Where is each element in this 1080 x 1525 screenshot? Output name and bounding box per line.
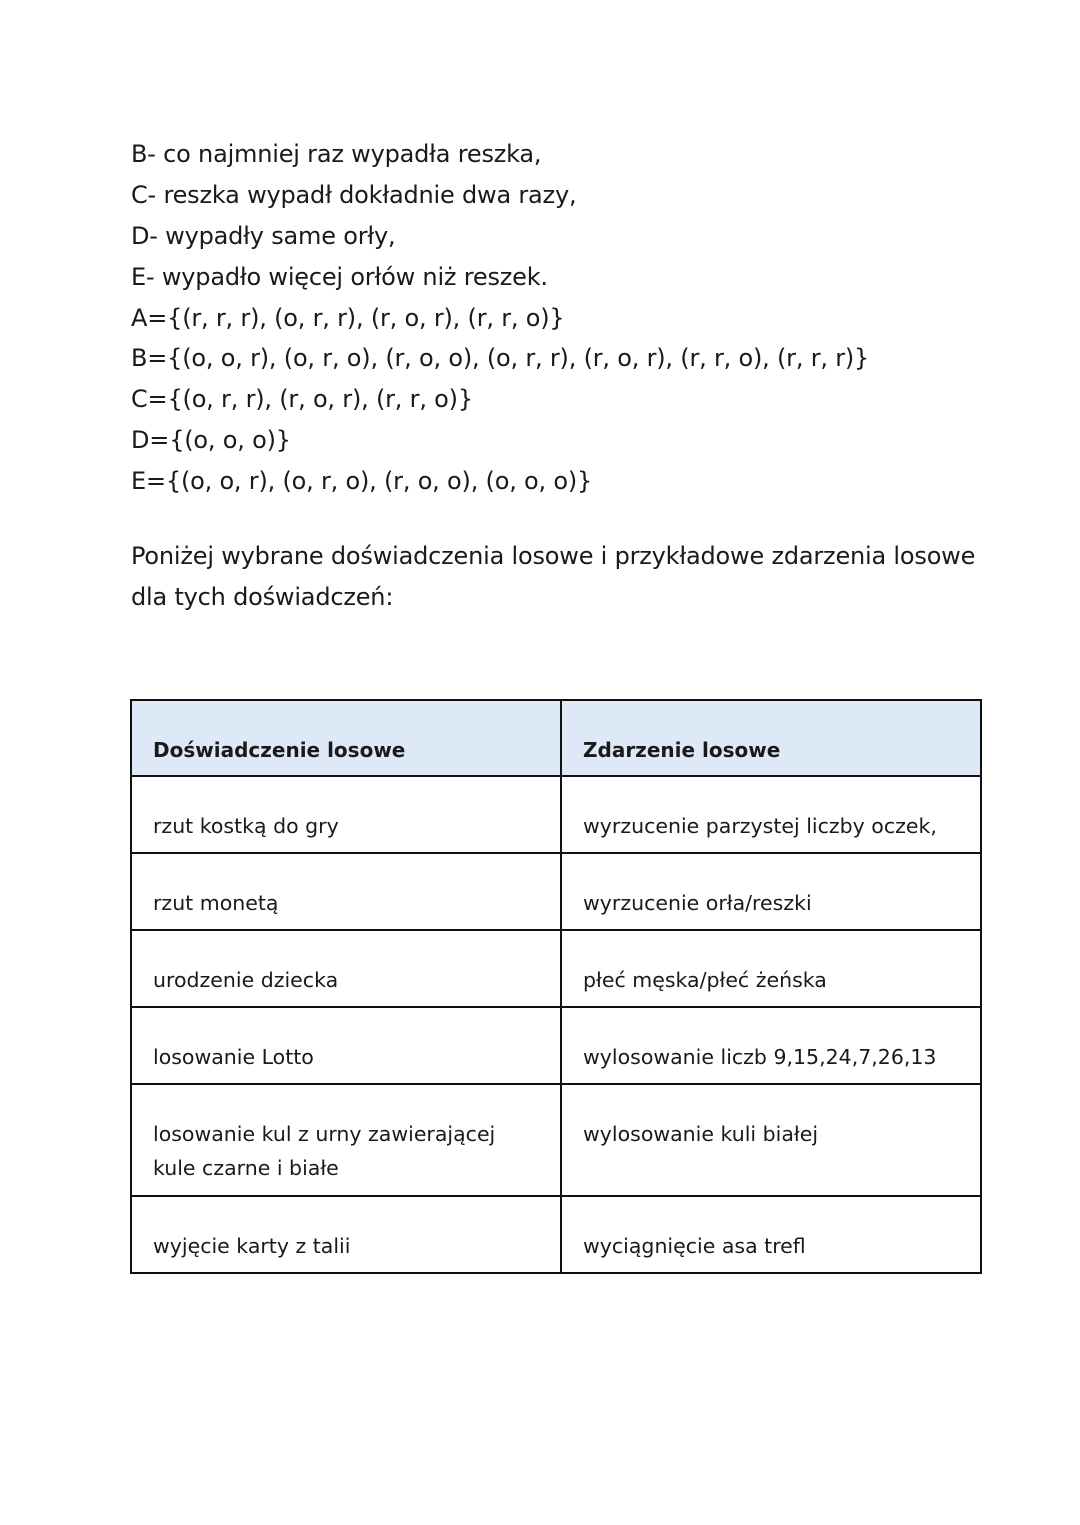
event-cell: wyrzucenie parzystej liczby oczek, <box>561 776 981 853</box>
table-row <box>131 1196 981 1273</box>
event-d-definition: D- wypadły same orły, <box>131 221 396 250</box>
event-cell: wyrzucenie orła/reszki <box>561 853 981 930</box>
set-a: A={(r, r, r), (o, r, r), (r, o, r), (r, r, o)} <box>131 303 565 332</box>
event-definitions <box>131 134 1031 502</box>
table-row <box>131 853 981 930</box>
event-cell: wyciągnięcie asa trefl <box>561 1196 981 1273</box>
table-row <box>131 1007 981 1084</box>
set-d: D={(o, o, o)} <box>131 426 291 455</box>
header-experiment: Doświadczenie losowe <box>131 700 561 776</box>
set-b: B={(o, o, r), (o, r, o), (r, o, o), (o, r, r), (r, o, r), (r, r, o), (r, r, r)} <box>131 344 870 373</box>
intro-paragraph <box>131 536 1011 618</box>
set-c: C={(o, r, r), (r, o, r), (r, r, o)} <box>131 385 473 414</box>
table-row <box>131 1084 981 1196</box>
event-cell: wylosowanie liczb 9,15,24,7,26,13 <box>561 1007 981 1084</box>
experiments-table <box>130 699 982 1274</box>
experiment-cell: rzut kostką do gry <box>131 776 561 853</box>
experiment-cell: wyjęcie karty z talii <box>131 1196 561 1273</box>
experiment-cell: losowanie kul z urny zawierającej kule czarne i białe <box>131 1084 561 1196</box>
experiment-cell: urodzenie dziecka <box>131 930 561 1007</box>
event-c-definition: C- reszka wypadł dokładnie dwa razy, <box>131 180 577 209</box>
table-header-row <box>131 700 981 776</box>
event-e-definition: E- wypadło więcej orłów niż reszek. <box>131 262 548 291</box>
experiment-cell: losowanie Lotto <box>131 1007 561 1084</box>
table-row <box>131 930 981 1007</box>
header-event: Zdarzenie losowe <box>561 700 981 776</box>
intro-line-1: Poniżej wybrane doświadczenia losowe i przykładowe zdarzenia losowe <box>131 542 976 570</box>
intro-line-2: dla tych doświadczeń: <box>131 583 394 611</box>
event-cell: płeć męska/płeć żeńska <box>561 930 981 1007</box>
experiment-cell: rzut monetą <box>131 853 561 930</box>
set-e: E={(o, o, r), (o, r, o), (r, o, o), (o, o, o)} <box>131 467 593 496</box>
event-b-definition: B- co najmniej raz wypadła reszka, <box>131 140 542 168</box>
event-cell: wylosowanie kuli białej <box>561 1084 981 1196</box>
table-row <box>131 776 981 853</box>
